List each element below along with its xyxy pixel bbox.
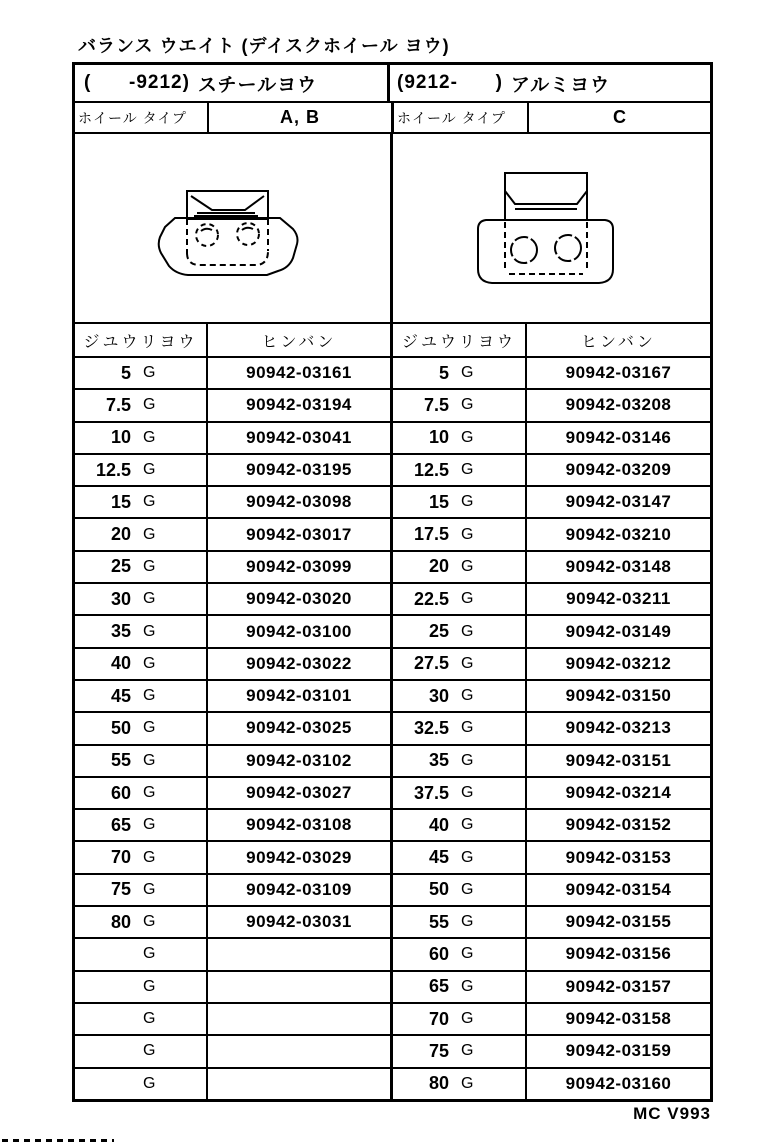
weight-value: 22.5 — [413, 588, 449, 609]
weight-unit: G — [143, 525, 156, 543]
part-number: 90942-03155 — [565, 912, 672, 932]
weight-cell — [75, 1069, 208, 1099]
weight-unit: G — [461, 1010, 474, 1028]
weight-unit: G — [461, 977, 474, 995]
weight-cell — [393, 842, 527, 872]
weight-cell — [75, 939, 208, 969]
table-row — [75, 647, 390, 679]
weight-unit: G — [143, 1042, 156, 1060]
weight-unit: G — [461, 364, 474, 382]
weight-cell — [393, 1069, 527, 1099]
weight-value: 75 — [428, 1040, 449, 1061]
weight-cell — [393, 746, 527, 776]
table-row — [393, 873, 710, 905]
table-row — [393, 485, 710, 517]
weight-cell — [393, 584, 527, 614]
table-row — [393, 970, 710, 1002]
part-number: 90942-03167 — [565, 363, 672, 383]
weight-unit: G — [143, 364, 156, 382]
part-number: 90942-03157 — [565, 976, 672, 996]
part-number: 90942-03154 — [565, 879, 672, 899]
weight-unit: G — [143, 428, 156, 446]
part-number: 90942-03102 — [246, 750, 352, 770]
weight-unit: G — [461, 945, 474, 963]
table-row — [393, 711, 710, 743]
weight-value: 27.5 — [413, 653, 449, 674]
weight-cell — [393, 1036, 527, 1066]
part-number: 90942-03152 — [565, 815, 672, 835]
table-row — [75, 485, 390, 517]
weight-value: 25 — [110, 556, 131, 577]
table-row — [75, 388, 390, 420]
weight-unit: G — [143, 784, 156, 801]
weight-cell — [75, 616, 208, 646]
right-diagram-cell — [393, 134, 710, 322]
part-number: 90942-03211 — [566, 589, 671, 609]
aluminum-weight-diagram-icon — [393, 134, 710, 322]
weight-unit: G — [143, 687, 156, 705]
right-wheel-type-label: ホイール タイプ — [394, 103, 529, 132]
weight-value: 30 — [428, 685, 449, 706]
weight-cell — [75, 649, 208, 679]
weight-unit: G — [143, 1074, 156, 1092]
weight-unit: G — [461, 1042, 474, 1060]
weight-cell — [393, 358, 527, 388]
weight-value: 5 — [120, 362, 131, 383]
part-number: 90942-03041 — [246, 427, 352, 447]
part-number: 90942-03020 — [246, 589, 352, 609]
weight-value: 50 — [428, 879, 449, 900]
weight-value: 60 — [428, 943, 449, 964]
table-row — [75, 356, 390, 388]
table-row — [393, 840, 710, 872]
weight-cell — [393, 487, 527, 517]
weight-cell — [75, 972, 208, 1002]
weight-unit: G — [143, 719, 156, 737]
table-row — [75, 582, 390, 614]
weight-value: 60 — [110, 782, 131, 803]
weight-cell — [393, 778, 527, 808]
left-table-rows — [75, 356, 393, 1099]
table-row — [75, 1002, 390, 1034]
weight-unit: G — [143, 880, 156, 898]
weight-cell — [75, 552, 208, 582]
table-row — [393, 453, 710, 485]
weight-value: 70 — [110, 847, 131, 868]
steel-weight-diagram-icon — [75, 134, 390, 322]
weight-cell — [393, 810, 527, 840]
weight-unit: G — [143, 848, 156, 866]
part-number: 90942-03212 — [565, 653, 672, 673]
weight-cell — [75, 1004, 208, 1034]
table-row — [393, 517, 710, 549]
table-row — [393, 647, 710, 679]
weight-cell — [75, 423, 208, 453]
table-row — [75, 808, 390, 840]
wheel-type-row — [75, 103, 710, 134]
weight-value: 12.5 — [95, 459, 131, 480]
weight-unit: G — [461, 557, 474, 575]
right-table-rows — [393, 356, 710, 1099]
part-number: 90942-03209 — [565, 460, 672, 480]
part-number: 90942-03148 — [565, 556, 672, 576]
table-row — [75, 776, 390, 808]
weight-value: 75 — [110, 879, 131, 900]
weight-cell — [393, 875, 527, 905]
weight-unit: G — [461, 751, 474, 769]
weight-unit: G — [143, 590, 156, 608]
weight-unit: G — [461, 880, 474, 898]
table-row — [393, 1067, 710, 1099]
weight-cell — [393, 423, 527, 453]
weight-value: 15 — [428, 491, 449, 512]
page-title: バランス ウエイト (デイスクホイール ヨウ) — [78, 36, 450, 56]
weight-unit: G — [461, 913, 474, 931]
right-weight-column-header: ジユウリヨウ — [393, 324, 527, 356]
weight-value: 35 — [428, 750, 449, 771]
weight-unit: G — [143, 977, 156, 995]
column-header-row — [75, 324, 710, 356]
part-number: 90942-03017 — [246, 524, 352, 544]
left-part-column-header: ヒンバン — [208, 324, 393, 356]
weight-unit: G — [143, 493, 156, 511]
weight-value: 10 — [428, 427, 449, 448]
table-row — [75, 1034, 390, 1066]
weight-cell — [75, 358, 208, 388]
right-table-header — [390, 70, 710, 97]
table-row — [75, 421, 390, 453]
weight-cell — [75, 584, 208, 614]
weight-value: 50 — [110, 717, 131, 738]
table-row — [393, 614, 710, 646]
data-rows — [75, 356, 710, 1099]
left-material: スチールヨウ — [197, 74, 318, 96]
weight-unit: G — [143, 1010, 156, 1028]
weight-cell — [75, 487, 208, 517]
weight-value: 17.5 — [413, 524, 449, 545]
weight-cell — [393, 616, 527, 646]
part-number: 90942-03195 — [246, 460, 352, 480]
weight-value: 5 — [438, 362, 449, 383]
weight-cell — [393, 713, 527, 743]
table-row — [75, 517, 390, 549]
table-row — [393, 744, 710, 776]
weight-value: 40 — [428, 814, 449, 835]
weight-unit: G — [461, 428, 474, 446]
table-row — [393, 905, 710, 937]
weight-unit: G — [461, 622, 474, 640]
weight-value: 80 — [110, 911, 131, 932]
left-period: ( -9212) — [84, 72, 190, 93]
part-number: 90942-03099 — [246, 556, 352, 576]
table-row — [75, 550, 390, 582]
weight-cell — [75, 746, 208, 776]
part-number: 90942-03159 — [565, 1041, 672, 1061]
weight-value: 7.5 — [105, 394, 131, 415]
table-row — [75, 711, 390, 743]
weight-cell — [75, 842, 208, 872]
part-number: 90942-03161 — [246, 363, 352, 383]
left-diagram-cell — [75, 134, 393, 322]
weight-value: 80 — [428, 1073, 449, 1094]
balance-weight-table — [72, 62, 713, 1102]
weight-unit: G — [461, 816, 474, 834]
weight-unit: G — [461, 654, 474, 672]
part-number: 90942-03158 — [565, 1009, 672, 1029]
weight-cell — [75, 455, 208, 485]
part-number: 90942-03146 — [565, 427, 672, 447]
weight-cell — [393, 649, 527, 679]
part-number: 90942-03210 — [565, 524, 672, 544]
part-number: 90942-03101 — [246, 686, 352, 706]
weight-cell — [393, 681, 527, 711]
table-row — [75, 873, 390, 905]
right-material: アルミヨウ — [510, 74, 611, 96]
weight-value: 40 — [110, 653, 131, 674]
weight-cell — [75, 875, 208, 905]
weight-value: 35 — [110, 621, 131, 642]
part-number: 90942-03214 — [565, 783, 672, 802]
table-row — [75, 937, 390, 969]
weight-unit: G — [461, 784, 474, 801]
left-wheel-type-value: A, B — [209, 103, 394, 132]
part-number: 90942-03160 — [565, 1073, 672, 1093]
weight-value: 15 — [110, 491, 131, 512]
table-row — [393, 388, 710, 420]
table-row — [75, 905, 390, 937]
part-number: 90942-03149 — [565, 621, 672, 641]
figure-code: MC V993 — [633, 1104, 711, 1123]
table-row — [393, 421, 710, 453]
part-number: 90942-03108 — [246, 815, 352, 835]
part-number: 90942-03098 — [246, 492, 352, 512]
weight-unit: G — [461, 493, 474, 511]
weight-value: 65 — [110, 814, 131, 835]
table-row — [75, 970, 390, 1002]
weight-cell — [393, 972, 527, 1002]
right-part-column-header: ヒンバン — [581, 333, 656, 351]
part-number: 90942-03027 — [246, 783, 352, 802]
weight-cell — [75, 778, 208, 808]
part-number: 90942-03100 — [246, 621, 352, 641]
part-number: 90942-03150 — [565, 686, 672, 706]
weight-unit: G — [143, 945, 156, 963]
diagram-row — [75, 134, 710, 324]
table-row — [393, 550, 710, 582]
right-period: (9212- ) — [397, 72, 503, 93]
part-number: 90942-03208 — [565, 395, 672, 415]
right-wheel-type-value: C — [613, 107, 626, 127]
table-row — [393, 582, 710, 614]
weight-unit: G — [461, 525, 474, 543]
weight-unit: G — [461, 687, 474, 705]
left-table-header — [75, 65, 390, 101]
weight-value: 25 — [428, 621, 449, 642]
weight-cell — [75, 1036, 208, 1066]
weight-cell — [393, 390, 527, 420]
table-row — [75, 453, 390, 485]
weight-value: 12.5 — [413, 459, 449, 480]
weight-cell — [75, 713, 208, 743]
weight-cell — [393, 455, 527, 485]
weight-value: 32.5 — [413, 717, 449, 738]
part-number: 90942-03147 — [565, 492, 672, 512]
table-row — [75, 679, 390, 711]
weight-value: 55 — [110, 750, 131, 771]
table-row — [75, 1067, 390, 1099]
weight-unit: G — [461, 461, 474, 479]
weight-cell — [75, 390, 208, 420]
weight-unit: G — [143, 654, 156, 672]
table-row — [393, 1002, 710, 1034]
weight-unit: G — [461, 396, 474, 414]
weight-cell — [393, 519, 527, 549]
weight-cell — [75, 810, 208, 840]
part-number: 90942-03151 — [565, 750, 672, 770]
weight-value: 45 — [428, 847, 449, 868]
weight-value: 10 — [110, 427, 131, 448]
weight-unit: G — [143, 461, 156, 479]
weight-value: 45 — [110, 685, 131, 706]
weight-unit: G — [143, 816, 156, 834]
weight-unit: G — [143, 396, 156, 414]
weight-value: 65 — [428, 976, 449, 997]
weight-cell — [393, 907, 527, 937]
part-number: 90942-03029 — [246, 847, 352, 867]
weight-value: 20 — [428, 556, 449, 577]
weight-value: 7.5 — [423, 394, 449, 415]
weight-cell — [75, 681, 208, 711]
left-weight-column-header: ジユウリヨウ — [75, 324, 208, 356]
part-number: 90942-03153 — [565, 847, 672, 867]
left-wheel-type-label: ホイール タイプ — [75, 103, 209, 132]
weight-value: 30 — [110, 588, 131, 609]
weight-cell — [393, 1004, 527, 1034]
weight-unit: G — [143, 557, 156, 575]
weight-unit: G — [143, 751, 156, 769]
table-row — [393, 776, 710, 808]
weight-unit: G — [143, 622, 156, 640]
table-row — [393, 356, 710, 388]
part-number: 90942-03156 — [565, 944, 672, 964]
weight-value: 20 — [110, 524, 131, 545]
weight-unit: G — [461, 1074, 474, 1092]
table-row — [75, 614, 390, 646]
table-row — [393, 808, 710, 840]
part-number: 90942-03031 — [246, 912, 352, 932]
weight-cell — [75, 519, 208, 549]
scan-noise-dashes — [2, 1139, 114, 1142]
weight-value: 55 — [428, 911, 449, 932]
table-row — [75, 744, 390, 776]
table-row — [393, 679, 710, 711]
weight-cell — [75, 907, 208, 937]
part-number: 90942-03194 — [246, 395, 352, 415]
table-row — [75, 840, 390, 872]
table-row — [393, 1034, 710, 1066]
weight-cell — [393, 552, 527, 582]
table-row — [393, 937, 710, 969]
weight-unit: G — [143, 913, 156, 931]
weight-value: 37.5 — [413, 782, 449, 803]
weight-unit: G — [461, 848, 474, 866]
weight-cell — [393, 939, 527, 969]
part-number: 90942-03022 — [246, 653, 352, 673]
weight-unit: G — [461, 719, 474, 737]
part-number: 90942-03109 — [246, 879, 352, 899]
weight-unit: G — [461, 590, 474, 608]
part-number: 90942-03213 — [565, 718, 672, 738]
part-number: 90942-03025 — [246, 718, 352, 738]
weight-value: 70 — [428, 1008, 449, 1029]
table-header-row — [75, 65, 710, 103]
